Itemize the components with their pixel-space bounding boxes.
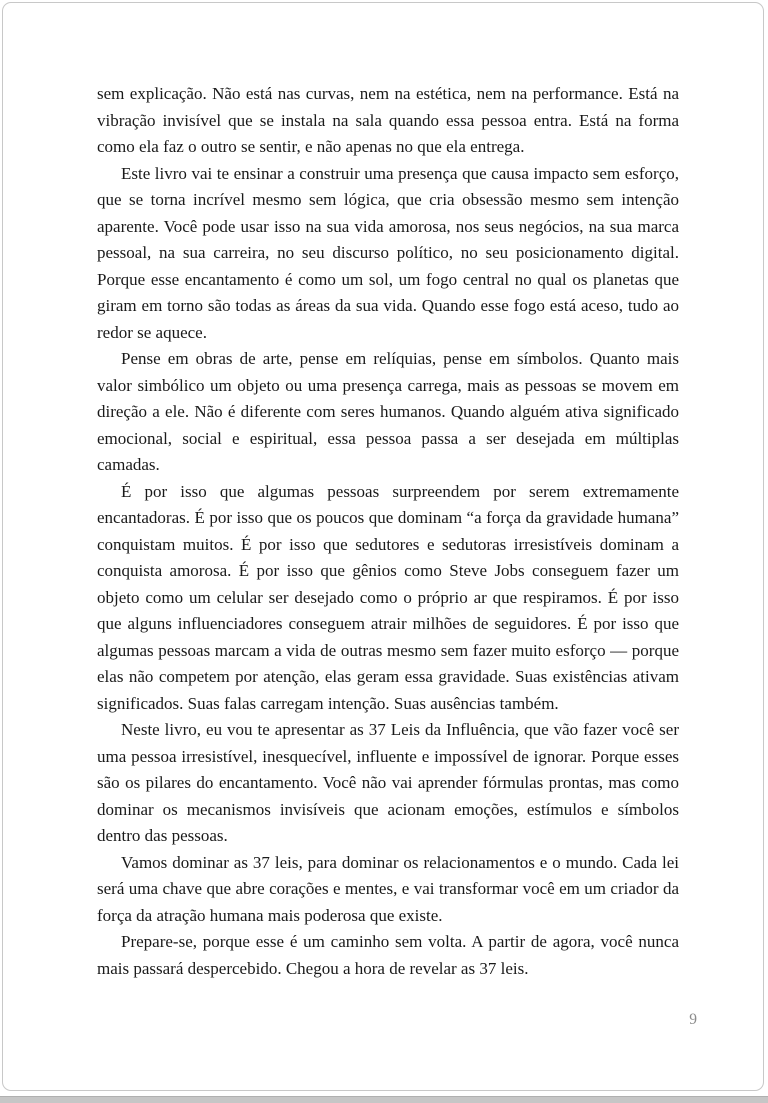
paragraph: Prepare-se, porque esse é um caminho sem volta. A partir de agora, você nunca mais passará despercebido. Chegou a hora de revelar as 37 leis. xyxy=(97,932,679,978)
paragraph: Vamos dominar as 37 leis, para dominar os relacionamentos e o mundo. Cada lei será uma chave que abre corações e mentes, e vai transformar você em um criador da força da atração humana mais poderosa que existe. xyxy=(97,852,679,925)
paragraph: Este livro vai te ensinar a construir uma presença que causa impacto sem esforço, que se torna incrível mesmo sem lógica, que cria obsessão mesmo sem intenção aparente. Você pode usar isso na sua vida amorosa, nos seus negócios, na sua marca pessoal, na sua carreira, no seu discurso político, no seu posicionamento digital. Porque esse encantamento é como um sol, um fogo central no qual os planetas que giram em torno são todas as áreas da sua vida. Quando esse fogo está aceso, tudo ao redor se aquece. xyxy=(97,163,679,342)
document-page xyxy=(2,2,764,1091)
paragraph: sem explicação. Não está nas curvas, nem na estética, nem na performance. Está na vibração invisível que se instala na sala quando essa pessoa entra. Está na forma como ela faz o outro se sentir, e não apenas no que ela entrega. xyxy=(97,84,679,156)
page-gap xyxy=(0,1096,768,1103)
paragraph: Pense em obras de arte, pense em relíquias, pense em símbolos. Quanto mais valor simbólico um objeto ou uma presença carrega, mais as pessoas se movem em direção a ele. Não é diferente com seres humanos. Quando alguém ativa significado emocional, social e espiritual, essa pessoa passa a ser desejada em múltiplas camadas. xyxy=(97,349,679,474)
page-number: 9 xyxy=(689,1011,697,1028)
paragraph: É por isso que algumas pessoas surpreendem por serem extremamente encantadoras. É por isso que os poucos que dominam “a força da gravidade humana” conquistam muitos. É por isso que sedutores e sedutoras irresistíveis dominam a conquista amorosa. É por isso que gênios como Steve Jobs conseguem fazer um objeto como um celular ser desejado como o próprio ar que respiramos. É por isso que alguns influenciadores conseguem atrair milhões de seguidores. É por isso que algumas pessoas marcam a vida de outras mesmo sem fazer muito esforço — porque elas não competem por atenção, elas geram essa gravidade. Suas existências ativam significados. Suas falas carregam intenção. Suas ausências também. xyxy=(97,481,679,713)
page-text xyxy=(97,81,679,982)
paragraph: Neste livro, eu vou te apresentar as 37 Leis da Influência, que vão fazer você ser uma pessoa irresistível, inesquecível, influente e impossível de ignorar. Porque esses são os pilares do encantamento. Você não vai aprender fórmulas prontas, mas como dominar os mecanismos invisíveis que acionam emoções, estímulos e símbolos dentro das pessoas. xyxy=(97,720,679,845)
